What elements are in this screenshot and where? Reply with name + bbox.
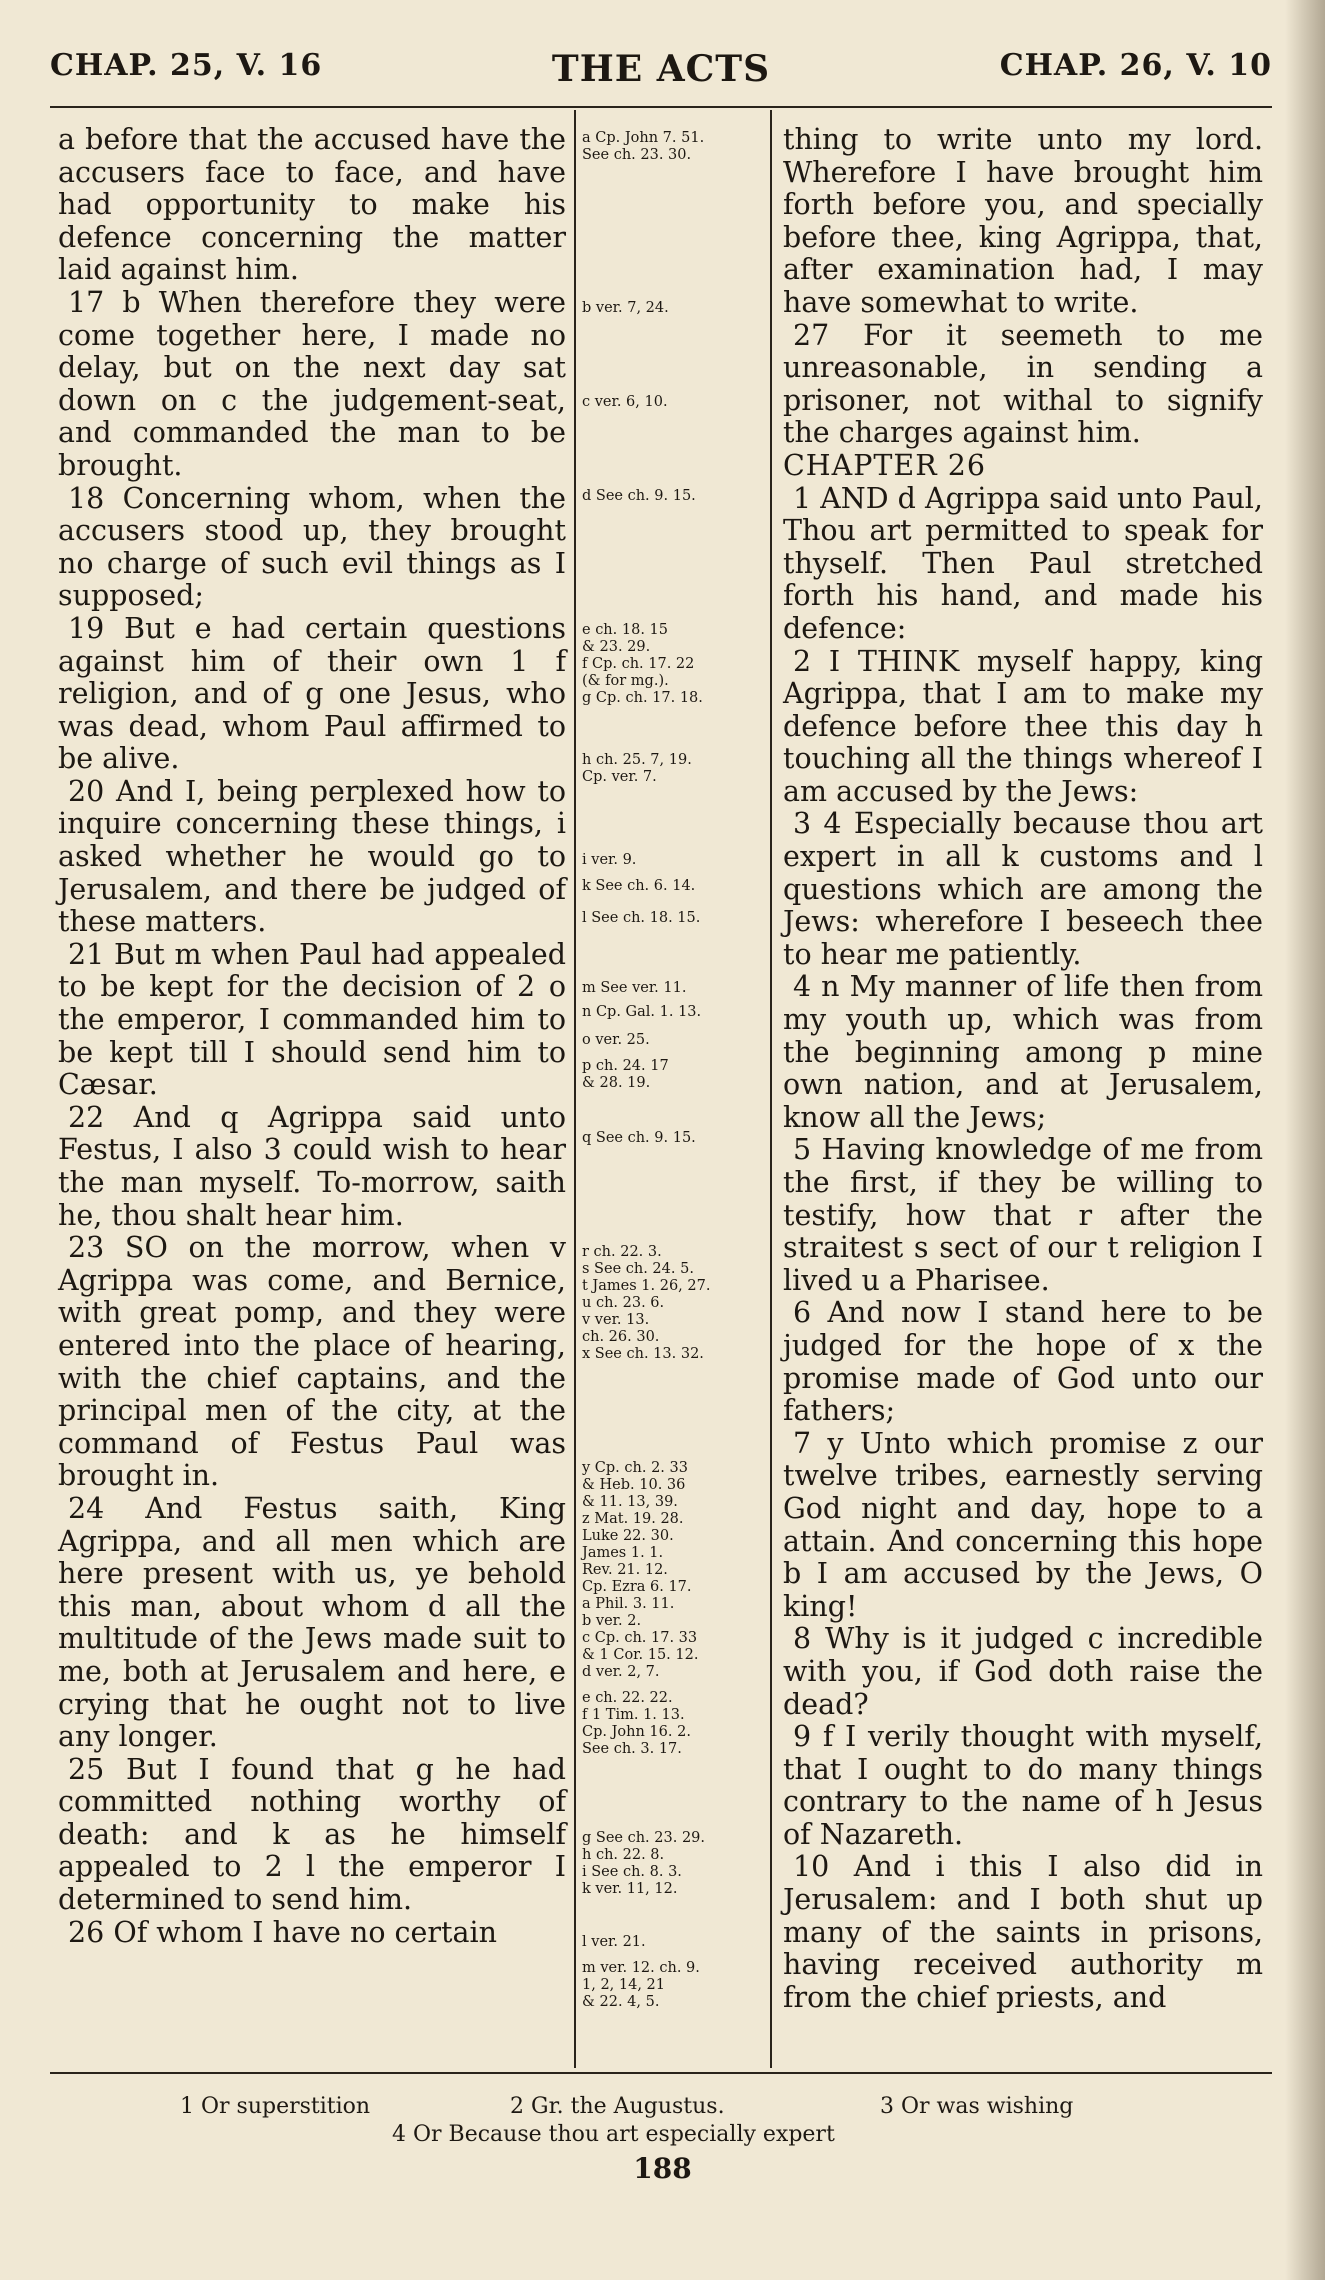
cross-reference: d See ch. 9. 15. — [582, 488, 696, 504]
running-header — [50, 48, 1272, 100]
header-rule — [50, 106, 1272, 108]
verse-text: 7 y Unto which promise z our twelve tribes, earnestly serving God night and day, hope to a attain. And concerning this hope b I am accused by the Jews, O king! — [783, 1426, 1263, 1623]
cross-reference: m ver. 12. ch. 9. 1, 2, 14, 21 & 22. 4, 5. — [582, 1960, 700, 2010]
cross-reference: e ch. 22. 22. f 1 Tim. 1. 13. Cp. John 16. 2. See ch. 3. 17. — [582, 1690, 691, 1757]
verse-text: 6 And now I stand here to be judged for the hope of x the promise made of God unto our fathers; — [783, 1296, 1263, 1428]
cross-reference: e ch. 18. 15 & 23. 29. f Cp. ch. 17. 22 (& for mg.). g Cp. ch. 17. 18. — [582, 622, 703, 706]
footnote: 1 Or superstition — [180, 2094, 371, 2119]
cross-reference: g See ch. 23. 29. h ch. 22. 8. i See ch. 8. 3. k ver. 11, 12. — [582, 1830, 706, 1897]
column-rule-left — [574, 110, 576, 2068]
cross-reference: a Cp. John 7. 51. See ch. 23. 30. — [582, 130, 705, 163]
verse-text: 26 Of whom I have no certain — [68, 1915, 497, 1949]
cross-reference: y Cp. ch. 2. 33 & Heb. 10. 36 & 11. 13, 39. z Mat. 19. 28. Luke 22. 30. James 1. 1. Rev. 21. 12. Cp. Ezra 6. 17. a Phil. 3. 11. b ver. 2. c Cp. ch. 17. 33 & 1 Cor. 15. 12. d ver. 2, 7. — [582, 1460, 699, 1680]
verse-text: 3 4 Especially because thou art expert in all k customs and l questions which are among the Jews: wherefore I beseech thee to hear me patiently. — [783, 807, 1263, 971]
verse-text: 20 And I, being perplexed how to inquire concerning these things, i asked whether he would go to Jerusalem, and there be judged of these matters. — [58, 774, 566, 939]
footnote: 3 Or was wishing — [880, 2094, 1074, 2119]
cross-reference: i ver. 9. — [582, 852, 637, 868]
header-left: CHAP. 25, V. 16 — [50, 48, 323, 83]
right-text-column — [783, 124, 1263, 2014]
verse-text: 18 Concerning whom, when the accusers stood up, they brought no charge of such evil things as I supposed; — [58, 481, 566, 613]
page-number: 188 — [633, 2152, 692, 2185]
verse-text: 17 b When therefore they were come together here, I made no delay, but on the next day sat down on c the judgement-seat, and commanded the man to be brought. — [58, 285, 566, 482]
verse-text: 21 But m when Paul had appealed to be kept for the decision of 2 o the emperor, I commanded him to be kept till I should send him to Cæsar. — [58, 937, 566, 1102]
verse-text: 24 And Festus saith, King Agrippa, and all men which are here present with us, ye behold this man, about whom d all the multitude of the Jews made suit to me, both at Jerusalem and here, e crying that he ought not to live any longer. — [58, 1491, 566, 1754]
cross-reference: k See ch. 6. 14. — [582, 878, 696, 894]
verse-text: 4 n My manner of life then from my youth up, which was from the beginning among p mine own nation, and at Jerusalem, know all the Jews; — [783, 970, 1263, 1134]
verse-text: 19 But e had certain questions against him of their own 1 f religion, and of g one Jesus, who was dead, whom Paul affirmed to be alive. — [58, 611, 566, 776]
column-rule-right — [770, 110, 772, 2068]
cross-reference: n Cp. Gal. 1. 13. — [582, 1004, 702, 1020]
verse-text: 25 But I found that g he had committed nothing worthy of death: and k as he himself appealed to 2 l the emperor I determined to send him. — [58, 1752, 566, 1917]
cross-reference: r ch. 22. 3. s See ch. 24. 5. t James 1. 26, 27. u ch. 23. 6. v ver. 13. ch. 26. 30. x See ch. 13. 32. — [582, 1244, 711, 1362]
verse-text: 22 And q Agrippa said unto Festus, I also 3 could wish to hear the man myself. To-morrow, saith he, thou shalt hear him. — [58, 1100, 566, 1232]
footnote: 2 Gr. the Augustus. — [510, 2094, 725, 2119]
verse-text: 8 Why is it judged c incredible with you, if God doth raise the dead? — [783, 1622, 1263, 1721]
header-right: CHAP. 26, V. 10 — [999, 48, 1272, 83]
verse-text: 9 f I verily thought with myself, that I ought to do many things contrary to the name of h Jesus of Nazareth. — [783, 1720, 1263, 1851]
footnote: 4 Or Because thou art especially expert — [392, 2122, 835, 2147]
cross-reference: p ch. 24. 17 & 28. 19. — [582, 1058, 669, 1091]
cross-reference: o ver. 25. — [582, 1032, 650, 1048]
verse-text: thing to write unto my lord. Wherefore I have brought him forth before you, and specially before thee, king Agrippa, that, after examination had, I may have somewhat to write. — [783, 123, 1263, 319]
verse-text: 5 Having knowledge of me from the first, if they be willing to testify, how that r after the straitest s sect of our t religion I lived u a Pharisee. — [783, 1133, 1263, 1297]
left-text-column — [58, 124, 566, 1949]
cross-reference: l ver. 21. — [582, 1934, 646, 1950]
verse-text: 27 For it seemeth to me unreasonable, in sending a prisoner, not withal to signify the charges against him. — [783, 318, 1263, 450]
header-title: THE ACTS — [551, 48, 771, 90]
verse-text: 23 SO on the morrow, when v Agrippa was come, and Bernice, with great pomp, and they were entered into the place of hearing, with the chief captains, and the principal men of the city, at the command of Festus Paul was brought in. — [58, 1231, 566, 1493]
cross-reference: h ch. 25. 7, 19. Cp. ver. 7. — [582, 752, 692, 785]
cross-reference: c ver. 6, 10. — [582, 394, 668, 410]
cross-reference: m See ver. 11. — [582, 980, 687, 996]
verse-text: 2 I THINK myself happy, king Agrippa, that I am to make my defence before thee this day h touching all the things whereof I am accused by the Jews: — [783, 644, 1263, 808]
cross-reference: q See ch. 9. 15. — [582, 1130, 696, 1146]
verse-text: 10 And i this I also did in Jerusalem: and I both shut up many of the saints in prisons, having received authority m from the chief priests, and — [783, 1850, 1263, 2014]
cross-reference-column — [580, 124, 766, 2074]
verse-text: 1 AND d Agrippa said unto Paul, Thou art permitted to speak for thyself. Then Paul stretched forth his hand, and made his defence: — [783, 481, 1263, 645]
cross-reference: l See ch. 18. 15. — [582, 910, 701, 926]
verse-text: a before that the accused have the accusers face to face, and have had opportunity to make his defence concerning the matter laid against him. — [58, 123, 566, 287]
page-binding-shadow — [1285, 0, 1325, 2280]
chapter-heading: CHAPTER 26 — [783, 448, 987, 482]
cross-reference: b ver. 7, 24. — [582, 300, 669, 316]
